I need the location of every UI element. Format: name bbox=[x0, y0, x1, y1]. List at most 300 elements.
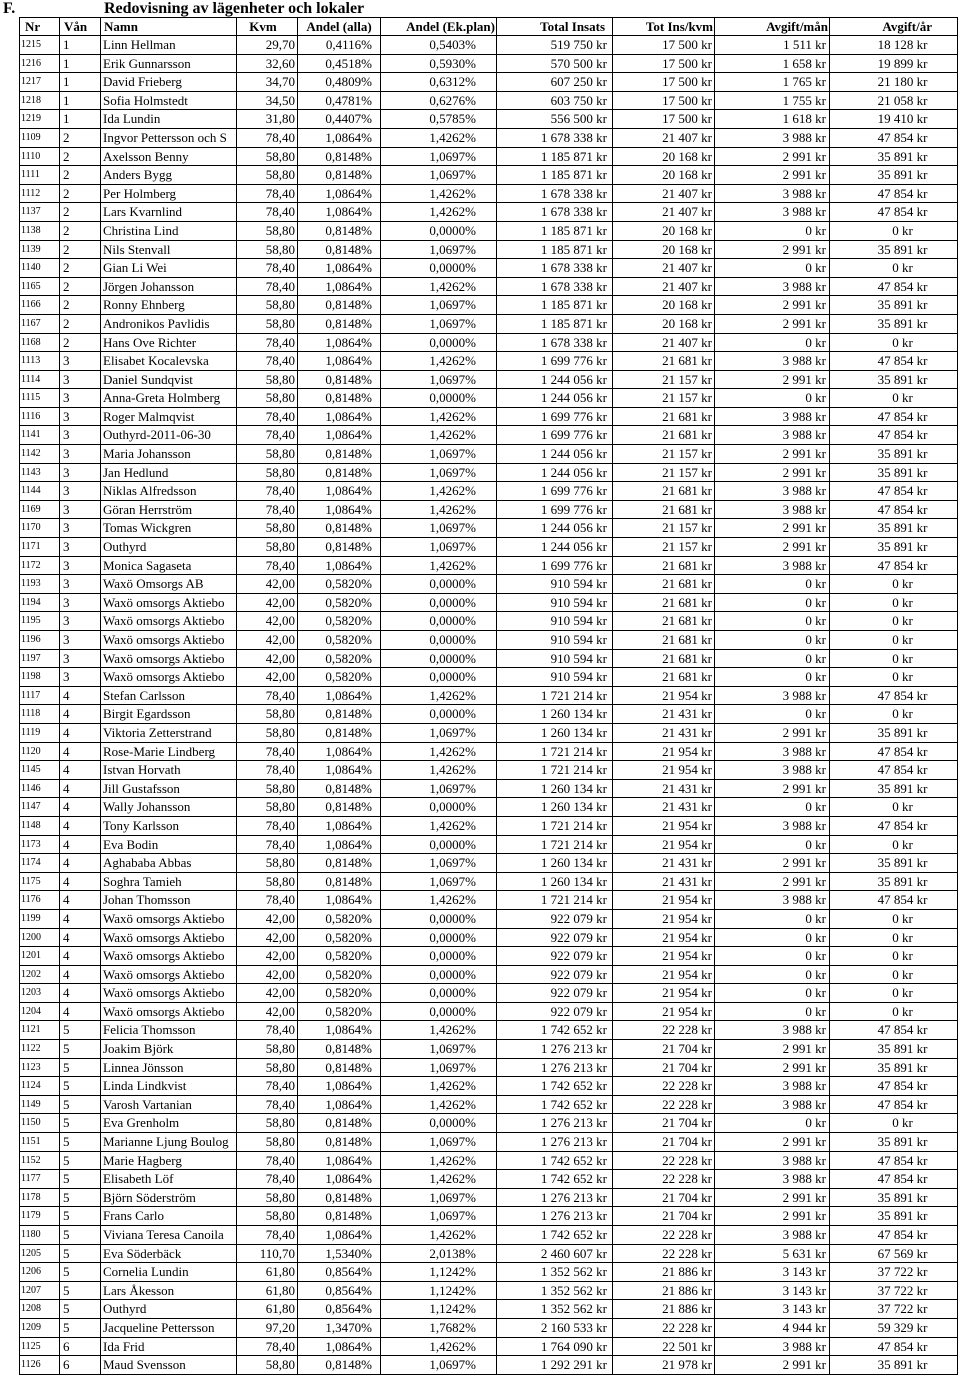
cell-fee-month: 0 kr bbox=[715, 984, 830, 1002]
cell-floor: 2 bbox=[60, 203, 101, 221]
cell-fee-month: 3 988 kr bbox=[715, 817, 830, 835]
cell-fee-month: 1 755 kr bbox=[715, 92, 830, 110]
cell-fee-year: 47 854 kr bbox=[830, 817, 958, 835]
cell-area: 78,40 bbox=[237, 817, 298, 835]
cell-share-all: 0,8148% bbox=[298, 445, 381, 463]
table-row bbox=[20, 1133, 958, 1152]
cell-fee-year: 47 854 kr bbox=[830, 743, 958, 761]
cell-fee-year: 0 kr bbox=[830, 389, 958, 407]
cell-fee-month: 0 kr bbox=[715, 947, 830, 965]
cell-name: Waxö omsorgs Aktiebo bbox=[101, 612, 237, 630]
cell-name: Lars Åkesson bbox=[101, 1282, 237, 1300]
cell-floor: 3 bbox=[60, 464, 101, 482]
cell-total-insats: 1 185 871 kr bbox=[497, 315, 613, 333]
cell-share-ekplan: 0,0000% bbox=[381, 575, 497, 593]
cell-share-ekplan: 0,0000% bbox=[381, 612, 497, 630]
table-row bbox=[20, 854, 958, 873]
table-row bbox=[20, 389, 958, 408]
cell-floor: 3 bbox=[60, 501, 101, 519]
table-row bbox=[20, 668, 958, 687]
cell-area: 58,80 bbox=[237, 241, 298, 259]
cell-total-insats: 1 699 776 kr bbox=[497, 557, 613, 575]
cell-total-insats: 1 352 562 kr bbox=[497, 1282, 613, 1300]
cell-floor: 5 bbox=[60, 1207, 101, 1225]
cell-share-ekplan: 0,5403% bbox=[381, 36, 497, 54]
cell-floor: 5 bbox=[60, 1245, 101, 1263]
cell-share-all: 0,8148% bbox=[298, 241, 381, 259]
cell-area: 58,80 bbox=[237, 1189, 298, 1207]
column-header-fee-year: Avgift/år bbox=[830, 18, 958, 35]
cell-fee-year: 47 854 kr bbox=[830, 1096, 958, 1114]
cell-floor: 5 bbox=[60, 1096, 101, 1114]
cell-area: 78,40 bbox=[237, 557, 298, 575]
cell-total-insats: 607 250 kr bbox=[497, 73, 613, 91]
table-row bbox=[20, 1226, 958, 1245]
table-row bbox=[20, 1207, 958, 1226]
cell-name: Per Holmberg bbox=[101, 185, 237, 203]
cell-fee-year: 47 854 kr bbox=[830, 426, 958, 444]
cell-share-ekplan: 1,4262% bbox=[381, 1152, 497, 1170]
cell-nr: 1177 bbox=[20, 1170, 60, 1188]
cell-area: 58,80 bbox=[237, 705, 298, 723]
cell-nr: 1113 bbox=[20, 352, 60, 370]
cell-share-ekplan: 1,4262% bbox=[381, 1077, 497, 1095]
cell-share-ekplan: 0,0000% bbox=[381, 389, 497, 407]
cell-fee-month: 0 kr bbox=[715, 1114, 830, 1132]
cell-fee-month: 3 988 kr bbox=[715, 1170, 830, 1188]
cell-floor: 2 bbox=[60, 129, 101, 147]
cell-total-insats: 1 260 134 kr bbox=[497, 798, 613, 816]
cell-fee-year: 0 kr bbox=[830, 334, 958, 352]
cell-fee-year: 35 891 kr bbox=[830, 445, 958, 463]
cell-share-all: 0,8148% bbox=[298, 1207, 381, 1225]
cell-nr: 1203 bbox=[20, 984, 60, 1002]
cell-fee-year: 37 722 kr bbox=[830, 1300, 958, 1318]
cell-insats-per-kvm: 21 954 kr bbox=[613, 984, 715, 1002]
cell-total-insats: 910 594 kr bbox=[497, 668, 613, 686]
cell-share-ekplan: 1,4262% bbox=[381, 501, 497, 519]
cell-area: 78,40 bbox=[237, 891, 298, 909]
cell-nr: 1124 bbox=[20, 1077, 60, 1095]
cell-floor: 2 bbox=[60, 296, 101, 314]
cell-total-insats: 910 594 kr bbox=[497, 594, 613, 612]
cell-insats-per-kvm: 21 681 kr bbox=[613, 482, 715, 500]
cell-share-ekplan: 1,4262% bbox=[381, 482, 497, 500]
cell-area: 42,00 bbox=[237, 668, 298, 686]
cell-share-ekplan: 1,0697% bbox=[381, 296, 497, 314]
cell-fee-month: 3 988 kr bbox=[715, 557, 830, 575]
cell-nr: 1206 bbox=[20, 1263, 60, 1281]
cell-floor: 4 bbox=[60, 1003, 101, 1021]
cell-share-ekplan: 1,0697% bbox=[381, 1356, 497, 1374]
cell-name: Ingvor Pettersson och S bbox=[101, 129, 237, 147]
table-row bbox=[20, 519, 958, 538]
cell-area: 78,40 bbox=[237, 203, 298, 221]
cell-fee-year: 35 891 kr bbox=[830, 296, 958, 314]
cell-name: Jacqueline Pettersson bbox=[101, 1319, 237, 1337]
cell-share-ekplan: 1,0697% bbox=[381, 1189, 497, 1207]
cell-share-all: 1,0864% bbox=[298, 352, 381, 370]
cell-share-ekplan: 1,4262% bbox=[381, 1338, 497, 1356]
cell-fee-year: 0 kr bbox=[830, 705, 958, 723]
cell-insats-per-kvm: 21 681 kr bbox=[613, 408, 715, 426]
cell-nr: 1173 bbox=[20, 836, 60, 854]
table-row bbox=[20, 259, 958, 278]
cell-insats-per-kvm: 21 954 kr bbox=[613, 817, 715, 835]
cell-share-all: 0,8148% bbox=[298, 1133, 381, 1151]
cell-total-insats: 1 260 134 kr bbox=[497, 724, 613, 742]
cell-insats-per-kvm: 22 228 kr bbox=[613, 1021, 715, 1039]
cell-total-insats: 1 742 652 kr bbox=[497, 1077, 613, 1095]
cell-nr: 1215 bbox=[20, 36, 60, 54]
cell-fee-year: 0 kr bbox=[830, 1114, 958, 1132]
cell-fee-year: 47 854 kr bbox=[830, 687, 958, 705]
table-row bbox=[20, 1040, 958, 1059]
cell-share-all: 0,8148% bbox=[298, 873, 381, 891]
cell-fee-year: 47 854 kr bbox=[830, 408, 958, 426]
table-row bbox=[20, 557, 958, 576]
cell-name: Maria Johansson bbox=[101, 445, 237, 463]
cell-nr: 1169 bbox=[20, 501, 60, 519]
cell-share-ekplan: 0,0000% bbox=[381, 798, 497, 816]
cell-share-all: 1,0864% bbox=[298, 1226, 381, 1244]
table-row bbox=[20, 687, 958, 706]
cell-floor: 3 bbox=[60, 575, 101, 593]
cell-area: 42,00 bbox=[237, 612, 298, 630]
cell-area: 78,40 bbox=[237, 1226, 298, 1244]
cell-fee-month: 3 988 kr bbox=[715, 408, 830, 426]
cell-nr: 1218 bbox=[20, 92, 60, 110]
cell-total-insats: 910 594 kr bbox=[497, 612, 613, 630]
cell-floor: 5 bbox=[60, 1300, 101, 1318]
cell-share-ekplan: 1,4262% bbox=[381, 278, 497, 296]
cell-floor: 4 bbox=[60, 798, 101, 816]
cell-insats-per-kvm: 21 431 kr bbox=[613, 724, 715, 742]
cell-fee-month: 4 944 kr bbox=[715, 1319, 830, 1337]
cell-share-all: 1,0864% bbox=[298, 203, 381, 221]
cell-total-insats: 1 678 338 kr bbox=[497, 129, 613, 147]
cell-share-ekplan: 0,6312% bbox=[381, 73, 497, 91]
cell-area: 58,80 bbox=[237, 464, 298, 482]
cell-nr: 1116 bbox=[20, 408, 60, 426]
cell-share-all: 0,8148% bbox=[298, 1059, 381, 1077]
cell-area: 42,00 bbox=[237, 575, 298, 593]
cell-fee-year: 59 329 kr bbox=[830, 1319, 958, 1337]
cell-name: Frans Carlo bbox=[101, 1207, 237, 1225]
cell-total-insats: 519 750 kr bbox=[497, 36, 613, 54]
cell-area: 58,80 bbox=[237, 148, 298, 166]
cell-fee-year: 35 891 kr bbox=[830, 1356, 958, 1374]
cell-area: 58,80 bbox=[237, 1059, 298, 1077]
table-row bbox=[20, 241, 958, 260]
cell-total-insats: 1 721 214 kr bbox=[497, 836, 613, 854]
cell-insats-per-kvm: 21 886 kr bbox=[613, 1282, 715, 1300]
cell-insats-per-kvm: 21 157 kr bbox=[613, 389, 715, 407]
cell-insats-per-kvm: 21 407 kr bbox=[613, 203, 715, 221]
cell-fee-year: 0 kr bbox=[830, 929, 958, 947]
cell-share-ekplan: 1,0697% bbox=[381, 1133, 497, 1151]
cell-share-ekplan: 1,4262% bbox=[381, 1096, 497, 1114]
cell-name: Waxö omsorgs Aktiebo bbox=[101, 631, 237, 649]
cell-floor: 2 bbox=[60, 222, 101, 240]
cell-nr: 1180 bbox=[20, 1226, 60, 1244]
table-row bbox=[20, 296, 958, 315]
table-row bbox=[20, 1059, 958, 1078]
cell-share-all: 0,5820% bbox=[298, 947, 381, 965]
cell-area: 78,40 bbox=[237, 1170, 298, 1188]
cell-share-all: 0,4407% bbox=[298, 110, 381, 128]
cell-name: Istvan Horvath bbox=[101, 761, 237, 779]
cell-share-all: 0,8148% bbox=[298, 389, 381, 407]
table-row bbox=[20, 1300, 958, 1319]
cell-fee-month: 5 631 kr bbox=[715, 1245, 830, 1263]
cell-area: 78,40 bbox=[237, 743, 298, 761]
cell-floor: 4 bbox=[60, 910, 101, 928]
cell-nr: 1170 bbox=[20, 519, 60, 537]
cell-floor: 3 bbox=[60, 594, 101, 612]
cell-fee-month: 2 991 kr bbox=[715, 148, 830, 166]
cell-share-ekplan: 1,0697% bbox=[381, 1207, 497, 1225]
cell-fee-year: 35 891 kr bbox=[830, 315, 958, 333]
cell-total-insats: 1 764 090 kr bbox=[497, 1338, 613, 1356]
cell-insats-per-kvm: 21 407 kr bbox=[613, 185, 715, 203]
cell-share-ekplan: 0,0000% bbox=[381, 705, 497, 723]
cell-share-ekplan: 0,0000% bbox=[381, 334, 497, 352]
cell-share-ekplan: 1,1242% bbox=[381, 1282, 497, 1300]
cell-nr: 1193 bbox=[20, 575, 60, 593]
cell-nr: 1196 bbox=[20, 631, 60, 649]
cell-fee-month: 2 991 kr bbox=[715, 854, 830, 872]
cell-insats-per-kvm: 21 886 kr bbox=[613, 1300, 715, 1318]
cell-insats-per-kvm: 21 954 kr bbox=[613, 761, 715, 779]
cell-insats-per-kvm: 21 886 kr bbox=[613, 1263, 715, 1281]
cell-name: Roger Malmqvist bbox=[101, 408, 237, 426]
table-row bbox=[20, 780, 958, 799]
column-header-floor: Vån bbox=[60, 18, 101, 35]
cell-nr: 1115 bbox=[20, 389, 60, 407]
table-row bbox=[20, 110, 958, 129]
cell-area: 58,80 bbox=[237, 519, 298, 537]
cell-nr: 1112 bbox=[20, 185, 60, 203]
cell-name: Andronikos Pavlidis bbox=[101, 315, 237, 333]
cell-nr: 1216 bbox=[20, 55, 60, 73]
cell-fee-year: 0 kr bbox=[830, 575, 958, 593]
cell-nr: 1219 bbox=[20, 110, 60, 128]
cell-insats-per-kvm: 21 954 kr bbox=[613, 910, 715, 928]
cell-floor: 4 bbox=[60, 687, 101, 705]
cell-floor: 5 bbox=[60, 1040, 101, 1058]
cell-nr: 1142 bbox=[20, 445, 60, 463]
cell-share-all: 1,0864% bbox=[298, 408, 381, 426]
table-row bbox=[20, 1152, 958, 1171]
cell-share-ekplan: 1,0697% bbox=[381, 148, 497, 166]
cell-fee-year: 21 058 kr bbox=[830, 92, 958, 110]
cell-name: Jan Hedlund bbox=[101, 464, 237, 482]
cell-fee-year: 0 kr bbox=[830, 668, 958, 686]
cell-total-insats: 1 721 214 kr bbox=[497, 761, 613, 779]
cell-fee-year: 47 854 kr bbox=[830, 278, 958, 296]
cell-total-insats: 1 721 214 kr bbox=[497, 743, 613, 761]
cell-share-all: 0,8564% bbox=[298, 1282, 381, 1300]
cell-share-all: 0,8148% bbox=[298, 315, 381, 333]
cell-share-all: 1,0864% bbox=[298, 1021, 381, 1039]
cell-share-ekplan: 0,0000% bbox=[381, 966, 497, 984]
cell-share-all: 1,0864% bbox=[298, 259, 381, 277]
table-row bbox=[20, 371, 958, 390]
cell-floor: 1 bbox=[60, 92, 101, 110]
cell-name: Outhyrd bbox=[101, 1300, 237, 1318]
table-row bbox=[20, 1114, 958, 1133]
cell-share-all: 0,4518% bbox=[298, 55, 381, 73]
cell-fee-year: 35 891 kr bbox=[830, 780, 958, 798]
table-row bbox=[20, 501, 958, 520]
cell-total-insats: 1 721 214 kr bbox=[497, 687, 613, 705]
table-row bbox=[20, 1245, 958, 1264]
cell-area: 78,40 bbox=[237, 687, 298, 705]
cell-nr: 1168 bbox=[20, 334, 60, 352]
cell-share-all: 0,8148% bbox=[298, 371, 381, 389]
cell-nr: 1179 bbox=[20, 1207, 60, 1225]
table-row bbox=[20, 222, 958, 241]
cell-name: Outhyrd-2011-06-30 bbox=[101, 426, 237, 444]
cell-share-ekplan: 1,0697% bbox=[381, 166, 497, 184]
cell-share-ekplan: 1,4262% bbox=[381, 1021, 497, 1039]
cell-area: 58,80 bbox=[237, 798, 298, 816]
cell-nr: 1176 bbox=[20, 891, 60, 909]
cell-nr: 1167 bbox=[20, 315, 60, 333]
cell-nr: 1171 bbox=[20, 538, 60, 556]
cell-share-all: 1,3470% bbox=[298, 1319, 381, 1337]
table-row bbox=[20, 836, 958, 855]
table-row bbox=[20, 203, 958, 222]
cell-share-all: 0,8148% bbox=[298, 519, 381, 537]
cell-total-insats: 1 185 871 kr bbox=[497, 241, 613, 259]
cell-insats-per-kvm: 20 168 kr bbox=[613, 166, 715, 184]
cell-total-insats: 1 742 652 kr bbox=[497, 1096, 613, 1114]
cell-fee-month: 0 kr bbox=[715, 334, 830, 352]
cell-fee-year: 0 kr bbox=[830, 984, 958, 1002]
cell-area: 61,80 bbox=[237, 1282, 298, 1300]
cell-floor: 5 bbox=[60, 1170, 101, 1188]
cell-share-ekplan: 0,6276% bbox=[381, 92, 497, 110]
cell-share-ekplan: 1,4262% bbox=[381, 687, 497, 705]
cell-share-all: 0,8148% bbox=[298, 148, 381, 166]
cell-name: Axelsson Benny bbox=[101, 148, 237, 166]
cell-name: Niklas Alfredsson bbox=[101, 482, 237, 500]
cell-fee-year: 47 854 kr bbox=[830, 761, 958, 779]
cell-share-all: 0,4809% bbox=[298, 73, 381, 91]
cell-name: Eva Bodin bbox=[101, 836, 237, 854]
column-header-area: Kvm bbox=[237, 18, 298, 35]
table-row bbox=[20, 445, 958, 464]
cell-fee-month: 0 kr bbox=[715, 650, 830, 668]
cell-area: 61,80 bbox=[237, 1263, 298, 1281]
cell-floor: 4 bbox=[60, 780, 101, 798]
cell-floor: 4 bbox=[60, 984, 101, 1002]
cell-area: 78,40 bbox=[237, 408, 298, 426]
cell-fee-year: 47 854 kr bbox=[830, 1226, 958, 1244]
cell-insats-per-kvm: 21 407 kr bbox=[613, 278, 715, 296]
cell-area: 42,00 bbox=[237, 929, 298, 947]
cell-insats-per-kvm: 21 157 kr bbox=[613, 445, 715, 463]
cell-area: 78,40 bbox=[237, 482, 298, 500]
cell-nr: 1146 bbox=[20, 780, 60, 798]
cell-floor: 5 bbox=[60, 1263, 101, 1281]
cell-floor: 4 bbox=[60, 891, 101, 909]
cell-fee-year: 47 854 kr bbox=[830, 501, 958, 519]
cell-nr: 1194 bbox=[20, 594, 60, 612]
cell-area: 78,40 bbox=[237, 129, 298, 147]
cell-share-all: 0,8148% bbox=[298, 222, 381, 240]
cell-total-insats: 1 699 776 kr bbox=[497, 482, 613, 500]
cell-nr: 1110 bbox=[20, 148, 60, 166]
cell-name: Elisabeth Löf bbox=[101, 1170, 237, 1188]
cell-insats-per-kvm: 20 168 kr bbox=[613, 241, 715, 259]
cell-name: Johan Thomsson bbox=[101, 891, 237, 909]
cell-total-insats: 1 244 056 kr bbox=[497, 389, 613, 407]
cell-name: Waxö omsorgs Aktiebo bbox=[101, 929, 237, 947]
table-row bbox=[20, 352, 958, 371]
cell-share-ekplan: 1,0697% bbox=[381, 241, 497, 259]
cell-insats-per-kvm: 21 954 kr bbox=[613, 966, 715, 984]
table-row bbox=[20, 966, 958, 985]
cell-nr: 1207 bbox=[20, 1282, 60, 1300]
cell-fee-month: 3 988 kr bbox=[715, 1338, 830, 1356]
cell-name: Eva Grenholm bbox=[101, 1114, 237, 1132]
cell-total-insats: 1 678 338 kr bbox=[497, 185, 613, 203]
cell-floor: 5 bbox=[60, 1077, 101, 1095]
cell-floor: 3 bbox=[60, 668, 101, 686]
cell-name: Felicia Thomsson bbox=[101, 1021, 237, 1039]
cell-insats-per-kvm: 21 681 kr bbox=[613, 668, 715, 686]
cell-nr: 1148 bbox=[20, 817, 60, 835]
cell-nr: 1200 bbox=[20, 929, 60, 947]
cell-floor: 2 bbox=[60, 185, 101, 203]
cell-area: 58,80 bbox=[237, 538, 298, 556]
cell-insats-per-kvm: 17 500 kr bbox=[613, 92, 715, 110]
cell-fee-month: 2 991 kr bbox=[715, 296, 830, 314]
cell-fee-month: 2 991 kr bbox=[715, 1133, 830, 1151]
cell-nr: 1120 bbox=[20, 743, 60, 761]
cell-fee-month: 1 765 kr bbox=[715, 73, 830, 91]
column-header-nr: Nr bbox=[20, 18, 60, 35]
cell-share-ekplan: 1,4262% bbox=[381, 129, 497, 147]
cell-share-all: 0,5820% bbox=[298, 650, 381, 668]
cell-insats-per-kvm: 21 431 kr bbox=[613, 798, 715, 816]
cell-name: Soghra Tamieh bbox=[101, 873, 237, 891]
cell-nr: 1118 bbox=[20, 705, 60, 723]
cell-nr: 1117 bbox=[20, 687, 60, 705]
cell-share-all: 0,8148% bbox=[298, 854, 381, 872]
cell-area: 58,80 bbox=[237, 389, 298, 407]
cell-fee-year: 35 891 kr bbox=[830, 1133, 958, 1151]
cell-total-insats: 1 721 214 kr bbox=[497, 891, 613, 909]
cell-fee-month: 3 988 kr bbox=[715, 891, 830, 909]
cell-insats-per-kvm: 21 407 kr bbox=[613, 334, 715, 352]
cell-share-ekplan: 1,0697% bbox=[381, 464, 497, 482]
cell-fee-year: 47 854 kr bbox=[830, 1152, 958, 1170]
cell-floor: 1 bbox=[60, 110, 101, 128]
cell-insats-per-kvm: 21 704 kr bbox=[613, 1133, 715, 1151]
cell-insats-per-kvm: 21 978 kr bbox=[613, 1356, 715, 1374]
cell-floor: 4 bbox=[60, 761, 101, 779]
cell-fee-month: 0 kr bbox=[715, 612, 830, 630]
cell-area: 32,60 bbox=[237, 55, 298, 73]
cell-insats-per-kvm: 22 228 kr bbox=[613, 1319, 715, 1337]
cell-share-all: 1,5340% bbox=[298, 1245, 381, 1263]
column-header-share-all: Andel (alla) bbox=[298, 18, 381, 35]
cell-share-ekplan: 1,4262% bbox=[381, 408, 497, 426]
